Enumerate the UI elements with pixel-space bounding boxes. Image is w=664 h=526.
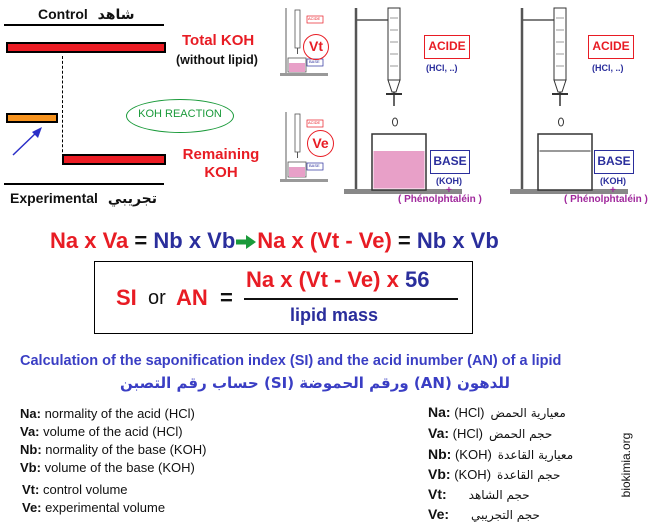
indicator-1: ( Phénolphtaléin ) <box>398 194 482 205</box>
legend-ar-chem: (HCl) <box>452 426 483 441</box>
legend-en-row <box>22 500 165 515</box>
total-koh-bar <box>6 42 166 53</box>
legend-en-key: Vt: <box>22 482 40 497</box>
legend-en-text: experimental volume <box>45 500 166 515</box>
vt-label: Vt <box>309 38 323 54</box>
base-sub-1: (KOH) <box>436 176 462 186</box>
base-sub-2: (KOH) <box>600 176 626 186</box>
acide-box-2 <box>588 35 634 59</box>
legend-ar-row <box>428 466 560 482</box>
formula-or: or <box>148 287 166 309</box>
legend-ar-row <box>428 446 573 462</box>
legend-ar-chem: (KOH) <box>454 467 492 482</box>
legend-en-text: volume of the acid (HCl) <box>43 424 183 439</box>
legend-ar-key: Nb: <box>428 446 452 462</box>
legend-en-text: normality of the acid (HCl) <box>44 406 195 421</box>
legend-en-key: Ve: <box>22 500 42 515</box>
legend-ar-row <box>428 486 530 502</box>
experimental-underline <box>4 183 164 185</box>
legend-en-row <box>22 482 128 497</box>
arrow-icon <box>10 124 46 158</box>
plus-2: + <box>610 185 616 196</box>
koh-reaction-bar <box>6 113 58 123</box>
ve-circle <box>307 130 334 157</box>
equation-right-1: Nb x Vb <box>153 228 236 253</box>
small-base-label-top: BASE <box>309 59 320 64</box>
remaining-koh-line2: KOH <box>204 164 238 181</box>
remaining-koh-bar <box>62 154 166 165</box>
legend-en-row <box>20 442 206 457</box>
legend-ar-chem: (KOH) <box>454 447 492 462</box>
legend-en-key: Nb: <box>20 442 42 457</box>
remaining-koh-line1: Remaining <box>182 146 260 163</box>
legend-en-text: control volume <box>42 482 128 497</box>
acide-box-1 <box>424 35 470 59</box>
formula-numerator-text: Na x (Vt - Ve) x <box>246 267 399 292</box>
base-label-1: BASE <box>433 154 467 168</box>
plus-1: + <box>446 185 452 196</box>
equation-row <box>50 228 499 254</box>
legend-en-row <box>20 460 195 475</box>
formula-equals: = <box>220 285 233 310</box>
formula-an: AN <box>176 285 208 310</box>
equation-right-2: Nb x Vb <box>416 228 499 253</box>
legend-ar-text: حجم الشاهد <box>468 488 530 502</box>
caption-title-ar: حساب رقم التصبن (SI) ورقم الحموضة (AN) للدهون <box>120 374 511 392</box>
base-box-1 <box>430 150 470 174</box>
ve-label: Ve <box>312 135 329 151</box>
control-underline <box>4 24 164 26</box>
acide-label-2: ACIDE <box>592 39 630 53</box>
acide-sub-2: (HCl, ..) <box>592 63 624 73</box>
legend-en-row <box>20 424 183 439</box>
green-arrow-icon <box>236 235 256 249</box>
legend-en-text: normality of the base (KOH) <box>45 442 207 457</box>
equation-equals-1: = <box>134 228 148 253</box>
watermark: biokimia.org <box>619 432 633 498</box>
legend-ar-key: Ve: <box>428 506 450 522</box>
vt-circle <box>303 34 329 60</box>
legend-en-text: volume of the base (KOH) <box>44 460 195 475</box>
legend-ar-row <box>428 506 540 522</box>
legend-ar-key: Va: <box>428 425 450 441</box>
total-koh-label: Total KOH <box>182 32 255 49</box>
caption-title-en: Calculation of the saponification index (SI) and the acid inumber (AN) of a lipid <box>20 353 562 369</box>
legend-ar-chem: (HCl) <box>454 405 485 420</box>
legend-ar-row <box>428 404 566 420</box>
formula-denominator: lipid mass <box>290 305 379 325</box>
equation-left-1: Na x Va <box>50 228 129 253</box>
formula-numerator <box>246 267 429 293</box>
formula-numerator-value: 56 <box>404 267 430 292</box>
base-box-2 <box>594 150 634 174</box>
dashed-divider <box>62 56 63 162</box>
small-acide-label-top: ACIDE <box>308 16 321 21</box>
control-label: Control شاهد <box>38 6 135 23</box>
legend-ar-key: Vb: <box>428 466 451 482</box>
legend-en-key: Vb: <box>20 460 41 475</box>
legend-ar-text: حجم الحمض <box>488 427 553 441</box>
remaining-koh-label <box>176 146 266 182</box>
small-base-label-bottom: BASE <box>309 163 320 168</box>
legend-en-key: Va: <box>20 424 40 439</box>
formula-si: SI <box>116 285 137 310</box>
legend-ar-text: حجم التجريبي <box>471 508 540 522</box>
legend-en-key: Na: <box>20 406 41 421</box>
legend-ar-text: معيارية القاعدة <box>497 448 574 462</box>
acide-label-1: ACIDE <box>428 39 466 53</box>
fraction-bar <box>244 298 458 300</box>
equation-left-2: Na x (Vt - Ve) <box>257 228 392 253</box>
base-label-2: BASE <box>597 154 631 168</box>
legend-en-row <box>20 406 195 421</box>
legend-ar-text: معيارية الحمض <box>490 406 566 420</box>
indicator-2: ( Phénolphtaléin ) <box>564 194 648 205</box>
total-koh-sublabel: (without lipid) <box>176 53 258 67</box>
koh-reaction-label: KOH REACTION <box>138 108 222 120</box>
legend-ar-key: Na: <box>428 404 451 420</box>
legend-ar-key: Vt: <box>428 486 447 502</box>
small-acide-label-bottom: ACIDE <box>308 120 321 125</box>
acide-sub-1: (HCl, ..) <box>426 63 458 73</box>
legend-ar-text: حجم القاعدة <box>497 468 561 482</box>
experimental-label: Experimental تجريبي <box>10 190 158 207</box>
equation-equals-2: = <box>397 228 411 253</box>
legend-ar-row <box>428 425 552 441</box>
